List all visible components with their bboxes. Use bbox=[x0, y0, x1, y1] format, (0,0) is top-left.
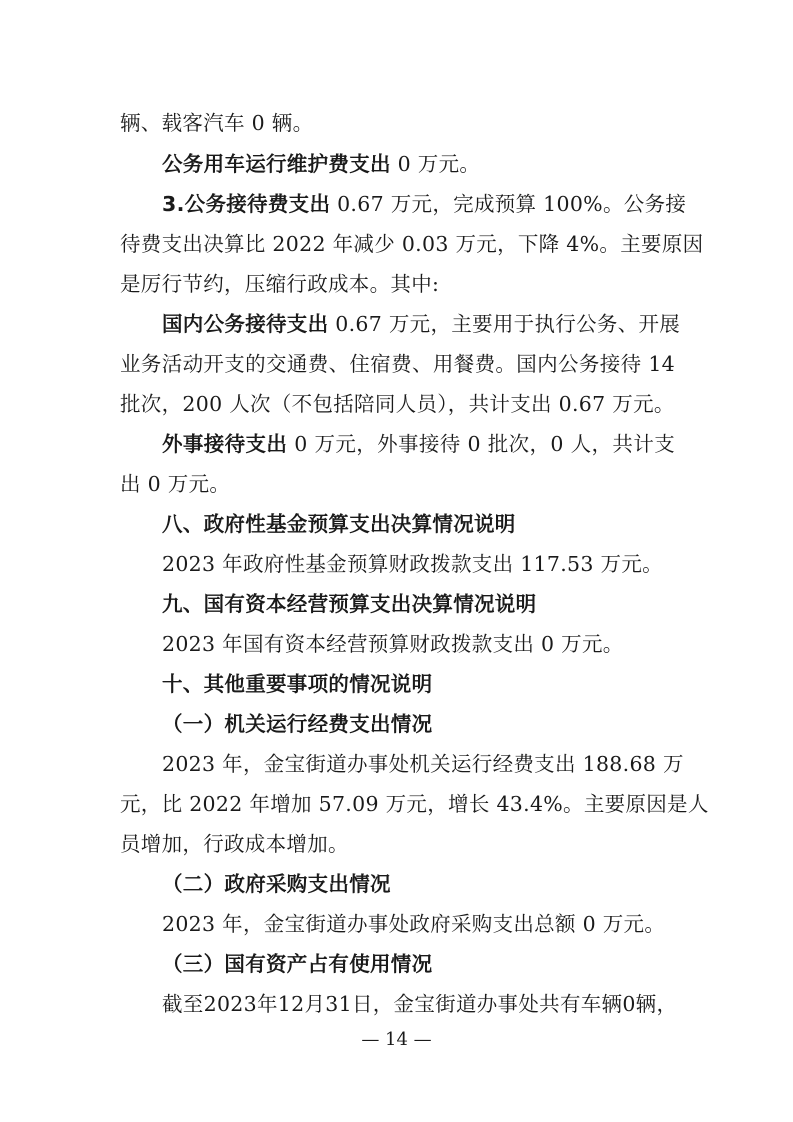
body-line bbox=[0, 271, 793, 297]
text: 0.67 万元，主要用于执行公务、开展 bbox=[328, 312, 681, 336]
bold-label: 外事接待支出 bbox=[162, 432, 288, 456]
text: 批次，200 人次（不包括陪同人员），共计支出 0.67 万元。 bbox=[120, 392, 675, 416]
body-line bbox=[0, 151, 793, 177]
text: 截至2023年12月31日，金宝街道办事处共有车辆0辆， bbox=[162, 992, 678, 1016]
text: 员增加，行政成本增加。 bbox=[120, 832, 349, 856]
subsection-heading-3 bbox=[0, 951, 793, 977]
body-line bbox=[0, 110, 793, 136]
text: 2023 年，金宝街道办事处政府采购支出总额 0 万元。 bbox=[162, 912, 666, 936]
body-line bbox=[0, 911, 793, 937]
heading-text: （一）机关运行经费支出情况 bbox=[162, 712, 433, 736]
text: 元，比 2022 年增加 57.09 万元，增长 43.4%。主要原因是人 bbox=[120, 792, 709, 816]
heading-text: （三）国有资产占有使用情况 bbox=[162, 952, 433, 976]
section-heading-8 bbox=[0, 511, 793, 537]
body-line bbox=[0, 631, 793, 657]
body-line bbox=[0, 991, 793, 1017]
text: 业务活动开支的交通费、住宿费、用餐费。国内公务接待 14 bbox=[120, 352, 675, 376]
body-line bbox=[0, 471, 793, 497]
section-heading-9 bbox=[0, 591, 793, 617]
text: 0 万元，外事接待 0 批次，0 人，共计支 bbox=[287, 432, 676, 456]
body-line bbox=[0, 351, 793, 377]
body-line bbox=[0, 391, 793, 417]
heading-text: 九、国有资本经营预算支出决算情况说明 bbox=[162, 592, 537, 616]
subsection-heading-1 bbox=[0, 711, 793, 737]
text: 2023 年国有资本经营预算财政拨款支出 0 万元。 bbox=[162, 632, 624, 656]
body-line bbox=[0, 551, 793, 577]
page-number: — 14 — bbox=[361, 1029, 432, 1050]
heading-text: 八、政府性基金预算支出决算情况说明 bbox=[162, 512, 516, 536]
body-line bbox=[0, 431, 793, 457]
body-line bbox=[0, 191, 793, 217]
body-line bbox=[0, 231, 793, 257]
body-line bbox=[0, 311, 793, 337]
body-line bbox=[0, 831, 793, 857]
heading-text: （二）政府采购支出情况 bbox=[162, 872, 391, 896]
text: 待费支出决算比 2022 年减少 0.03 万元，下降 4%。主要原因 bbox=[120, 232, 704, 256]
text: 2023 年，金宝街道办事处机关运行经费支出 188.68 万 bbox=[162, 752, 684, 776]
text: 是厉行节约，压缩行政成本。其中: bbox=[120, 272, 440, 296]
text: 0 万元。 bbox=[390, 152, 481, 176]
text: 辆、载客汽车 0 辆。 bbox=[120, 111, 314, 135]
body-line bbox=[0, 791, 793, 817]
text: 0.67 万元，完成预算 100%。公务接 bbox=[330, 192, 687, 216]
bold-label: 3.公务接待费支出 bbox=[162, 192, 331, 216]
bold-label: 国内公务接待支出 bbox=[162, 312, 329, 336]
text: 出 0 万元。 bbox=[120, 472, 231, 496]
bold-label: 公务用车运行维护费支出 bbox=[162, 152, 391, 176]
body-line bbox=[0, 751, 793, 777]
subsection-heading-2 bbox=[0, 871, 793, 897]
section-heading-10 bbox=[0, 671, 793, 697]
text: 2023 年政府性基金预算财政拨款支出 117.53 万元。 bbox=[162, 552, 663, 576]
heading-text: 十、其他重要事项的情况说明 bbox=[162, 672, 433, 696]
